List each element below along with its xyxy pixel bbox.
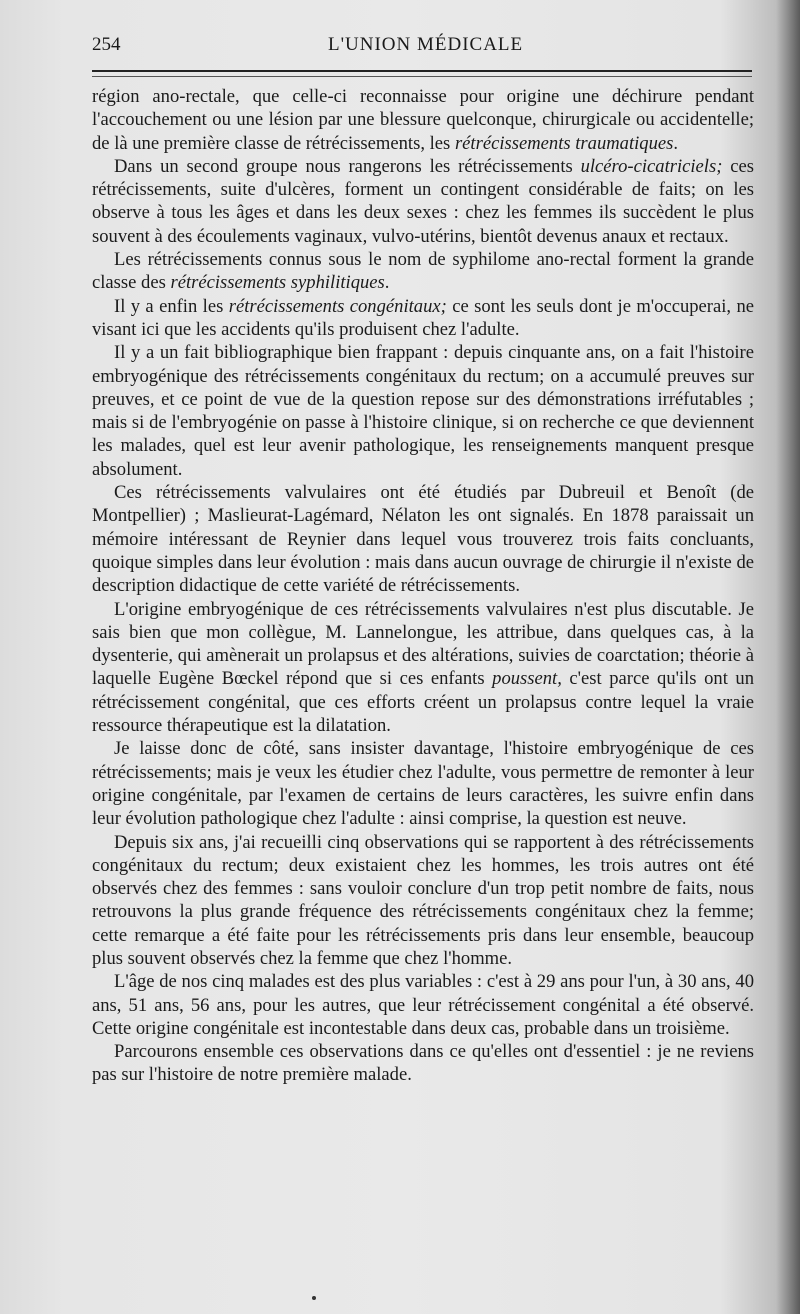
text-run: ce sont les seuls dont je m'occuperai, ne visant ici que les accidents qu'ils produisent chez l'adulte. [92,295,754,340]
text-run: Les rétrécissements connus sous le nom de syphilome ano-rectal forment la grande classe des [92,249,754,294]
italic-text: poussent, [492,668,562,690]
text-run: Il y a enfin les [114,295,229,317]
text-run: L'âge de nos cinq malades est des plus variables : c'est à 29 ans pour l'un, à 30 ans, 40 ans, 51 ans, 56 ans, pour les autres, que leur rétrécissement congénital a été observé. Cette origine congénitale est incontestable dans deux cas, probable dans un troisième. [92,971,754,1039]
text-run: Ces rétrécissements valvulaires ont été étudiés par Dubreuil et Benoît (de Montpellier) ; Maslieurat-Lagémard, Nélaton les ont signalés. En 1878 paraissait un mémoire intéressant de Reynier dans lequel vous trouverez trois faits concluants, quoique simples dans leur évolution : mais dans aucun ouvrage de chirurgie il n'existe de description didactique de cette variété de rétrécissements. [92,482,754,597]
running-title: L'UNION MÉDICALE [328,34,524,55]
paragraph [92,598,754,738]
paragraph [92,341,754,481]
text-run: ces rétrécissements, suite d'ulcères, forment un contingent considérable de faits; on les observe à tous les âges et dans les deux sexes : chez les femmes ils succèdent le plus souvent à des écoulements vaginaux, vulvo-utérins, bientôt devenus anaux et rectaux. [92,155,754,247]
text-run: Depuis six ans, j'ai recueilli cinq observations qui se rapportent à des rétrécissements congénitaux du rectum; deux existaient chez les hommes, les trois autres ont été observés chez des femmes : sans vouloir conclure d'un trop petit nombre de faits, nous retrouvons la plus grande fréquence des rétrécissements congénitaux chez la femme; cette remarque a été faite pour les rétrécissements pris dans leur ensemble, beaucoup plus souvent observés chez la femme que chez l'homme. [92,831,754,969]
article-body [92,85,754,1087]
paragraph [92,248,754,295]
paragraph [92,155,754,248]
paragraph [92,295,754,342]
text-run: Parcourons ensemble ces observations dans ce qu'elles ont d'essentiel : je ne reviens pas sur l'histoire de notre première malade. [92,1041,754,1086]
text-run: . [384,272,390,294]
paragraph [92,481,754,597]
text-run: c'est parce qu'ils ont un rétrécissement congénital, que ces efforts créent un prolapsus contre lequel la vraie ressource thérapeutique est la dilatation. [92,668,755,737]
text-run: région ano-rectale, que celle-ci reconnaisse pour origine une déchirure pendant l'accouchement ou une lésion par une blessure quelconque, chirurgicale ou accidentelle; de là une première classe de rétrécissements, les [92,86,754,154]
paragraph [92,970,754,1040]
header-rule-thin [92,76,752,77]
page-header [92,34,752,58]
text-run: L'origine embryogénique de ces rétrécissements valvulaires n'est plus discutable. Je sais bien que mon collègue, M. Lannelongue, les attribue, dans quelques cas, à la dysenterie, qui amènerait un prolapsus et des altérations, suivies de coarctation; théorie à laquelle Eugène Bœckel répond que si ces enfants [92,598,754,690]
paragraph [92,831,754,971]
italic-text: rétrécissements traumatiques [454,132,674,154]
text-run: . [673,132,679,154]
paragraph [92,85,754,155]
italic-text: rétrécissements congénitaux; [228,295,447,317]
paragraph [92,1040,754,1087]
text-run: Dans un second groupe nous rangerons les rétrécissements [114,155,581,177]
paragraph [92,737,754,830]
page-number: 254 [92,34,121,55]
text-run: Je laisse donc de côté, sans insister davantage, l'histoire embryogénique de ces rétrécissements; mais je veux les étudier chez l'adulte, vous permettre de remonter à leur origine congénitale, par l'examen de certains de leurs caractères, les suivre enfin dans leur évolution pathologique chez l'adulte : ainsi comprise, la question est neuve. [92,738,754,830]
header-rule [92,70,752,72]
italic-text: rétrécissements syphilitiques [170,272,385,294]
text-run: Il y a un fait bibliographique bien frappant : depuis cinquante ans, on a fait l'histoire embryogénique des rétrécissements congénitaux du rectum; on a accumulé preuves sur preuves, et ce point de vue de la question repose sur des démonstrations irréfutables ; mais si de l'embryogénie on passe à l'histoire clinique, si on recherche ce que deviennent les malades, quel est leur avenir pathologique, les renseignements manquent presque absolument. [92,342,754,480]
footer-mark [312,1296,316,1300]
italic-text: ulcéro-cicatriciels; [580,155,723,177]
